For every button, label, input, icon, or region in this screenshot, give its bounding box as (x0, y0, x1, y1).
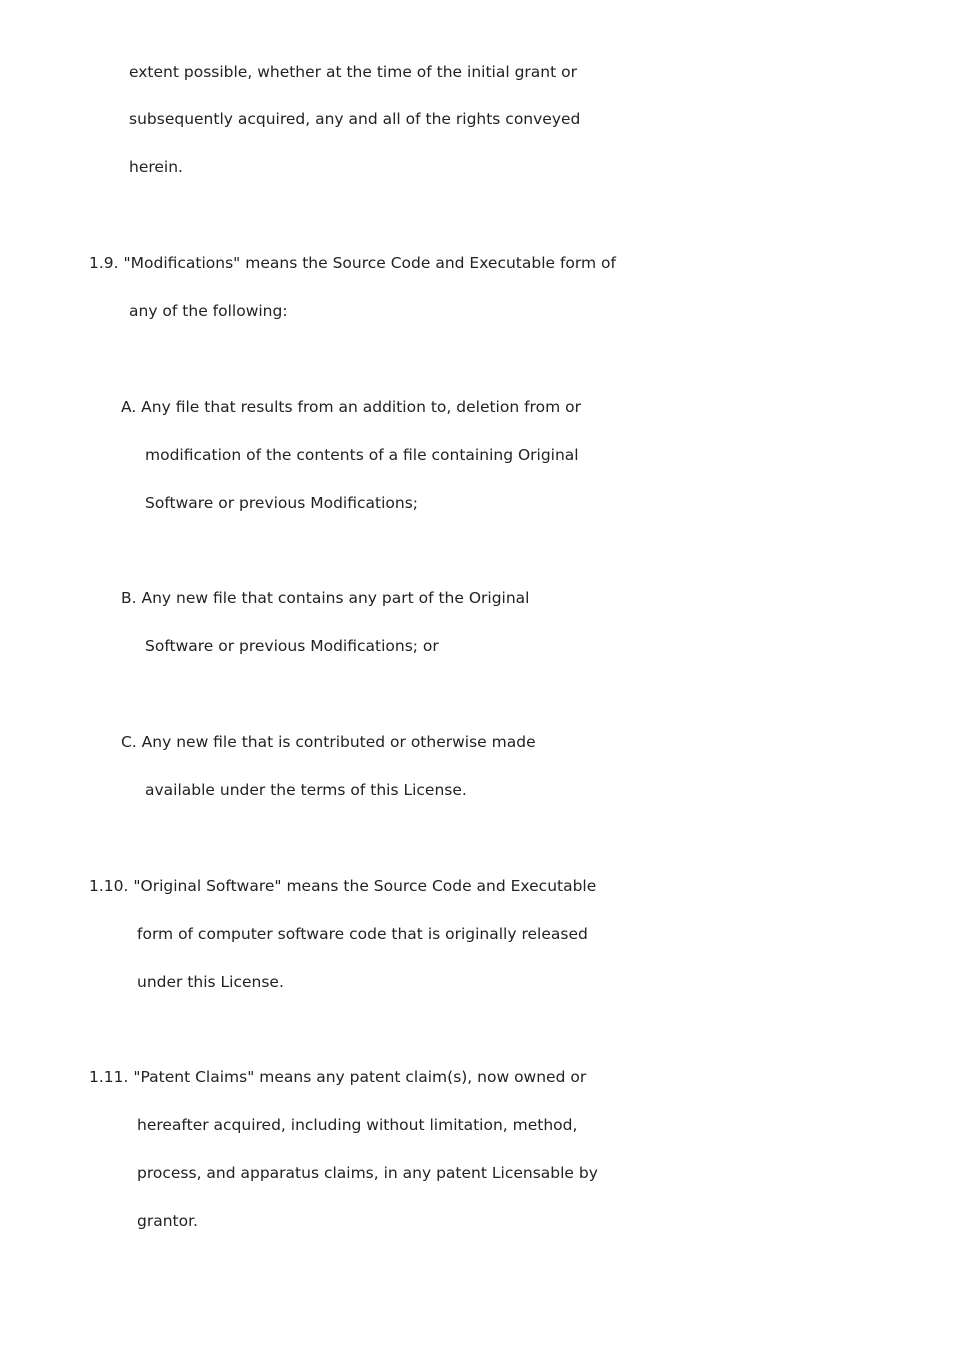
text-line: available under the terms of this License. (145, 781, 467, 799)
text-line: subsequently acquired, any and all of the rights conveyed (129, 110, 581, 128)
list-item-a: A. Any file that results from an addition to, deletion from or (121, 398, 581, 416)
section-1-9-heading: 1.9. "Modifications" means the Source Code and Executable form of (89, 254, 616, 272)
text-line: Software or previous Modifications; (145, 494, 419, 512)
text-line: under this License. (137, 973, 284, 991)
text-line: Software or previous Modifications; or (145, 637, 439, 655)
text-line: any of the following: (129, 302, 288, 320)
text-line: process, and apparatus claims, in any patent Licensable by (137, 1164, 598, 1182)
text-line: hereafter acquired, including without limitation, method, (137, 1116, 578, 1134)
text-line: extent possible, whether at the time of the initial grant or (129, 63, 577, 81)
section-1-11-heading: 1.11. "Patent Claims" means any patent claim(s), now owned or (89, 1068, 587, 1086)
text-line: grantor. (137, 1212, 198, 1230)
text-line: form of computer software code that is originally released (137, 925, 588, 943)
list-item-b: B. Any new file that contains any part of the Original (121, 589, 530, 607)
text-line: herein. (129, 158, 183, 176)
list-item-c: C. Any new file that is contributed or otherwise made (121, 733, 536, 751)
text-line: modification of the contents of a file containing Original (145, 446, 579, 464)
section-1-10-heading: 1.10. "Original Software" means the Source Code and Executable (89, 877, 597, 895)
